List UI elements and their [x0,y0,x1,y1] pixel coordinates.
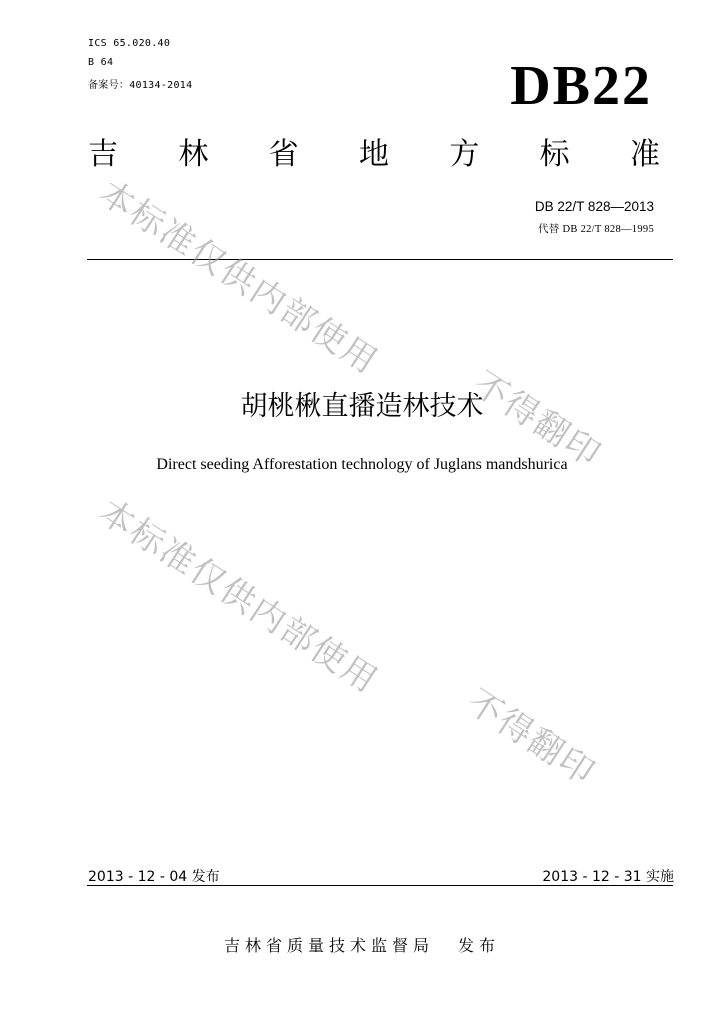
title-char: 省 [268,137,299,172]
implementation-date: 2013 - 12 - 31 实施 [542,869,674,885]
filing-number: 备案号：40134-2014 [88,80,193,91]
title-char: 准 [629,137,660,172]
ics-code: ICS 65.020.40 [88,38,171,49]
issuer-action: 发布 [458,936,501,955]
title-char: 地 [358,137,389,172]
standard-category-title [88,137,660,172]
classification-code: B 64 [88,57,114,68]
standard-number: DB 22/T 828—2013 [534,199,654,214]
title-char: 方 [449,137,480,172]
title-char: 林 [178,137,209,172]
title-char: 吉 [88,137,118,172]
watermark-internal-use: 本标准仅供内部使用 [91,491,386,702]
bottom-divider [87,885,673,886]
issuing-authority [0,933,724,956]
db22-logo: DB22 [510,55,652,117]
title-char: 标 [539,137,570,172]
document-title-chinese: 胡桃楸直播造林技术 [240,391,484,422]
watermark-no-reprint: 不得翻印 [459,681,603,794]
watermark-internal-use: 本标准仅供内部使用 [91,172,386,383]
document-title-english: Direct seeding Afforestation technology of Juglans mandshurica [156,456,568,473]
issue-date: 2013 - 12 - 04 发布 [88,869,220,885]
watermark-no-reprint: 不得翻印 [465,363,609,476]
top-divider [87,259,673,260]
replaces-standard: 代替 DB 22/T 828—1995 [537,224,654,235]
issuer-name: 吉林省质量技术监督局 [223,936,434,955]
